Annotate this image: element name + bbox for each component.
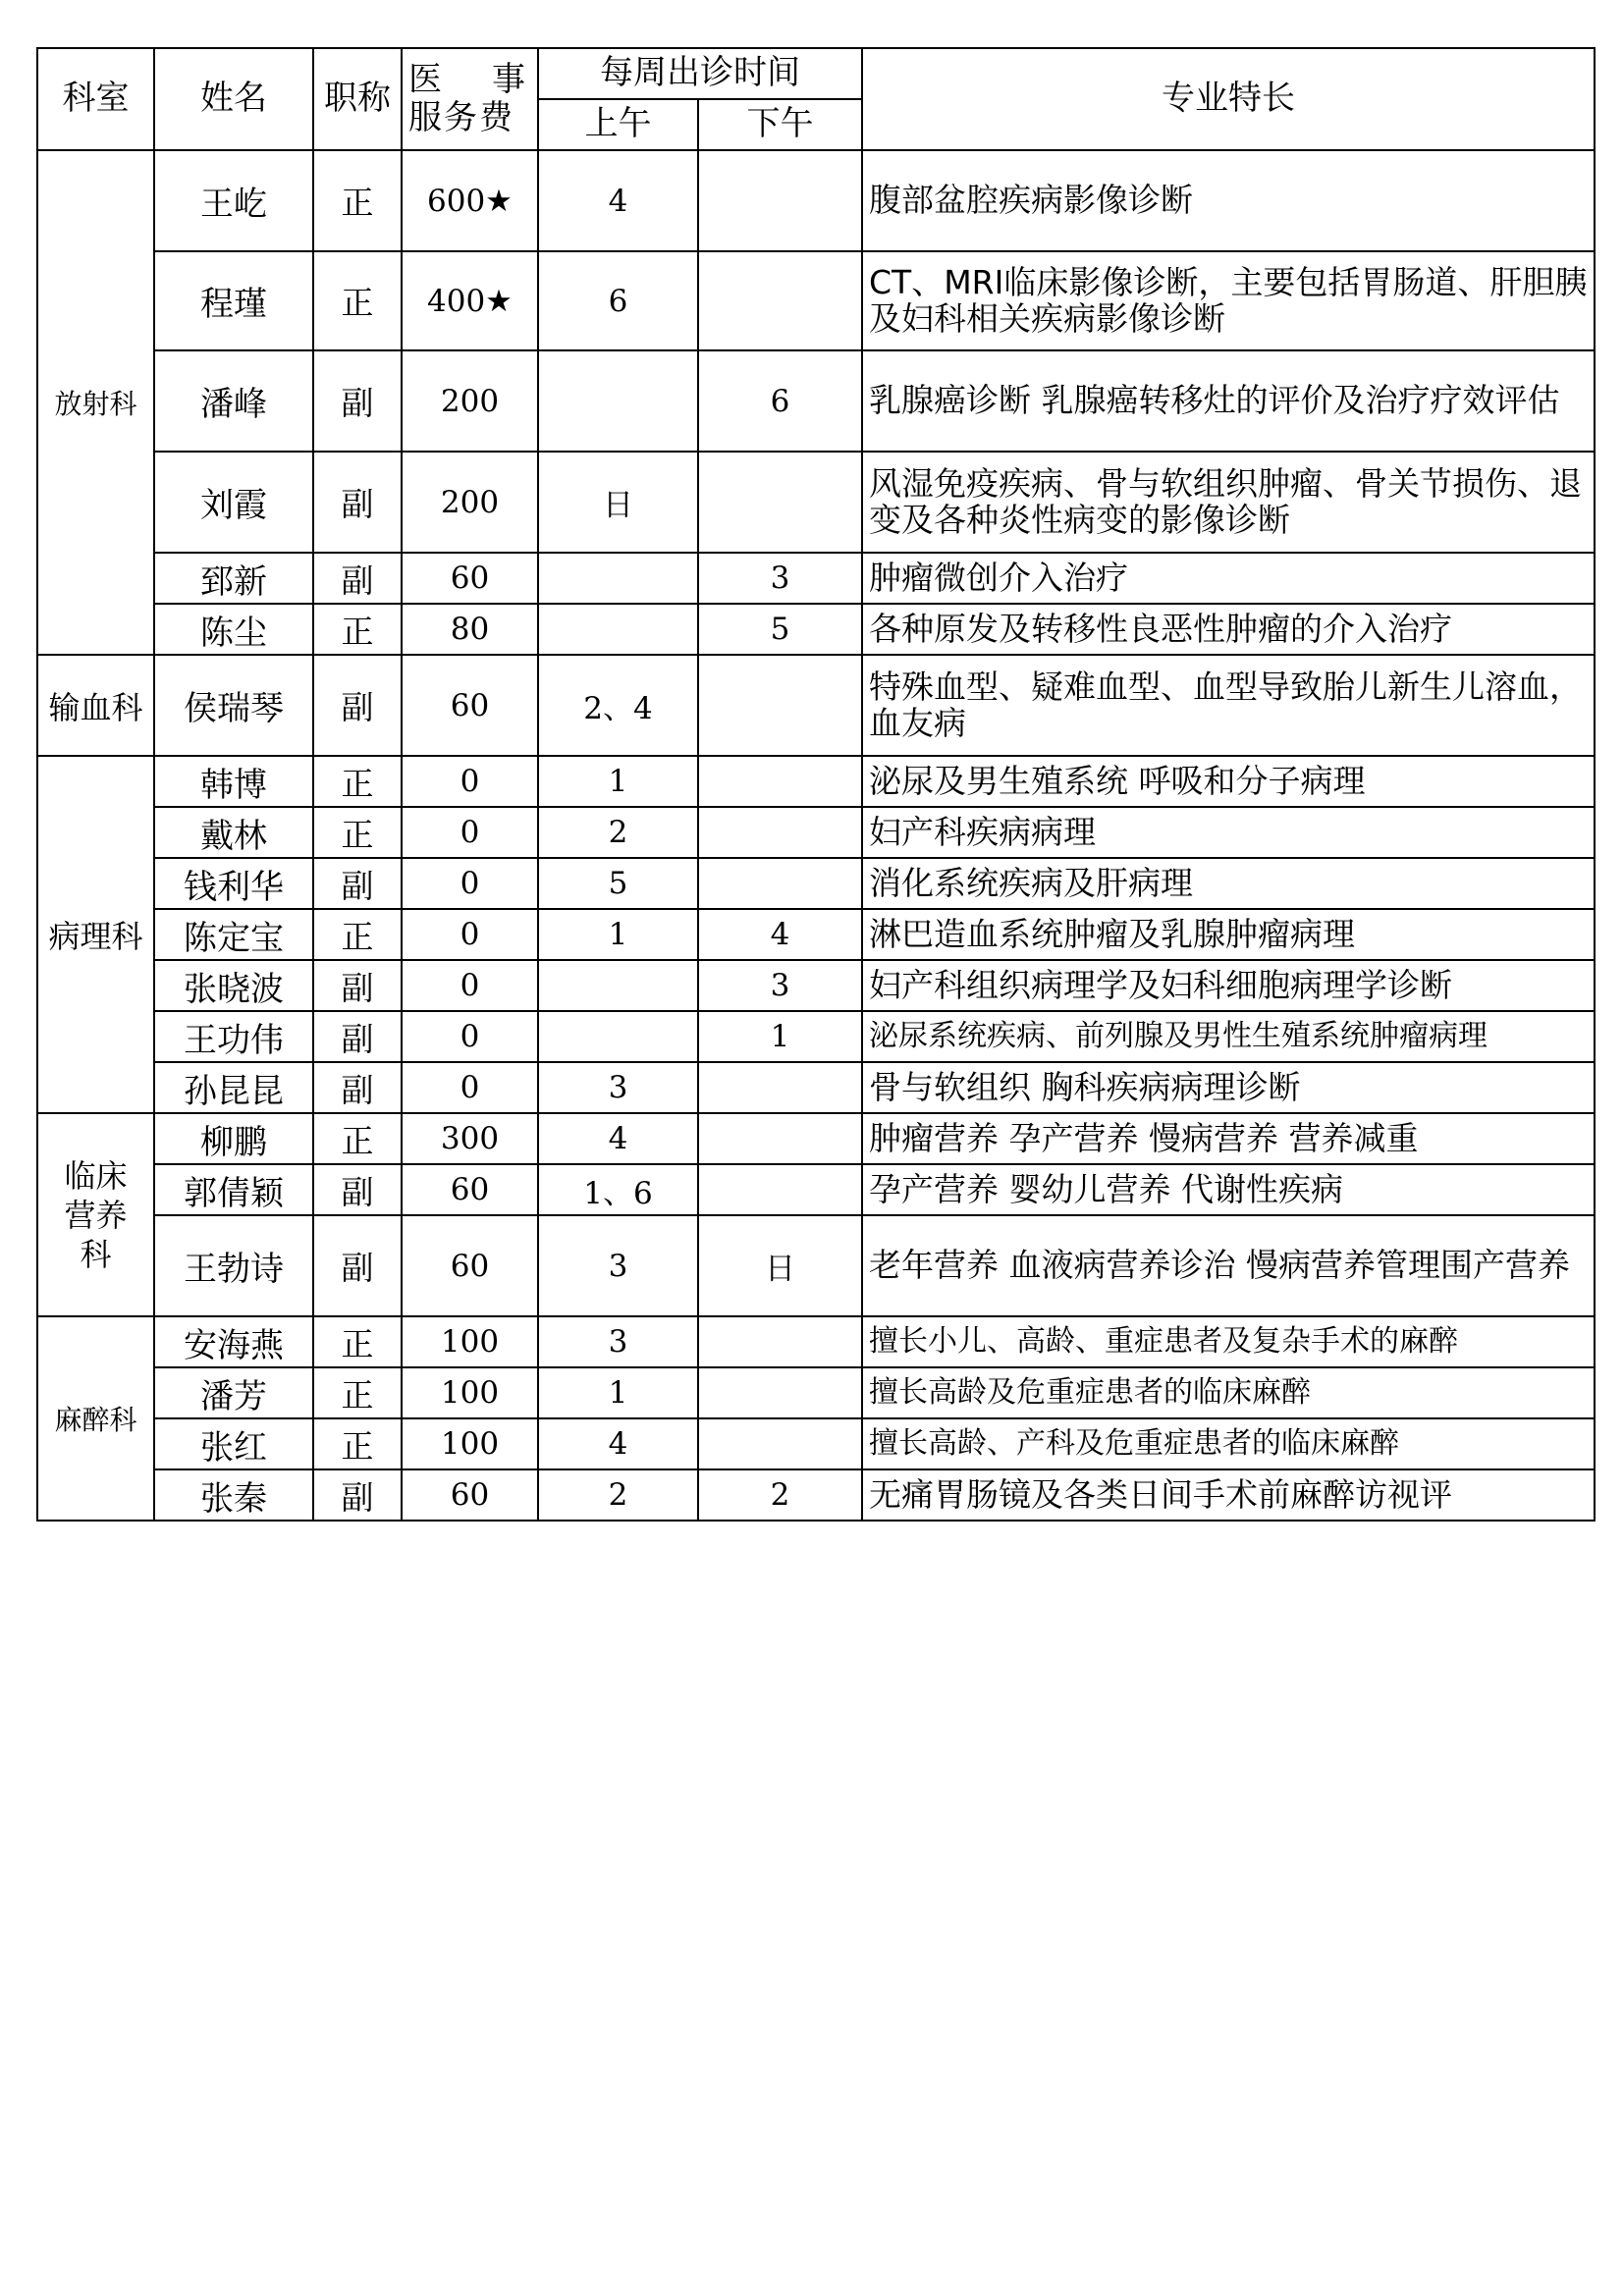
doctor-pm: 1 xyxy=(698,1011,862,1062)
doctor-am: 3 xyxy=(538,1215,698,1316)
doctor-title: 正 xyxy=(313,909,402,960)
table-row xyxy=(37,858,1595,909)
table-row xyxy=(37,1113,1595,1164)
header-pm: 下午 xyxy=(698,99,862,150)
doctor-am: 4 xyxy=(538,1418,698,1469)
doctor-am: 3 xyxy=(538,1316,698,1367)
doctor-pm xyxy=(698,756,862,807)
table-row xyxy=(37,909,1595,960)
dept-cell xyxy=(37,1113,154,1316)
table-row xyxy=(37,350,1595,452)
doctor-pm xyxy=(698,655,862,756)
doctor-specialty: 擅长高龄及危重症患者的临床麻醉 xyxy=(862,1367,1595,1418)
doctor-fee: 60 xyxy=(402,1164,538,1215)
doctor-name: 张秦 xyxy=(154,1469,313,1521)
doctor-title: 正 xyxy=(313,1316,402,1367)
doctor-specialty: 乳腺癌诊断 乳腺癌转移灶的评价及治疗疗效评估 xyxy=(862,350,1595,452)
doctor-fee: 60 xyxy=(402,1469,538,1521)
doctor-pm xyxy=(698,1164,862,1215)
doctor-fee: 400★ xyxy=(402,251,538,350)
doctor-am: 2、4 xyxy=(538,655,698,756)
doctor-fee: 60 xyxy=(402,553,538,604)
table-row xyxy=(37,1011,1595,1062)
table-row xyxy=(37,1367,1595,1418)
doctor-am xyxy=(538,1011,698,1062)
doctor-am xyxy=(538,604,698,655)
doctor-specialty: 肿瘤营养 孕产营养 慢病营养 营养减重 xyxy=(862,1113,1595,1164)
doctor-specialty: CT、MRI临床影像诊断，主要包括胃肠道、肝胆胰及妇科相关疾病影像诊断 xyxy=(862,251,1595,350)
doctor-pm xyxy=(698,1316,862,1367)
doctor-fee: 100 xyxy=(402,1418,538,1469)
doctor-fee: 0 xyxy=(402,909,538,960)
doctor-am xyxy=(538,960,698,1011)
header-specialty: 专业特长 xyxy=(862,48,1595,150)
table-row xyxy=(37,150,1595,251)
doctor-pm: 4 xyxy=(698,909,862,960)
doctor-specialty: 泌尿及男生殖系统 呼吸和分子病理 xyxy=(862,756,1595,807)
doctor-title: 副 xyxy=(313,858,402,909)
doctor-fee: 0 xyxy=(402,858,538,909)
doctor-pm xyxy=(698,807,862,858)
doctor-name: 张晓波 xyxy=(154,960,313,1011)
doctor-pm xyxy=(698,858,862,909)
doctor-pm xyxy=(698,1062,862,1113)
doctor-title: 正 xyxy=(313,1418,402,1469)
doctor-am: 1 xyxy=(538,1367,698,1418)
table-row xyxy=(37,553,1595,604)
doctor-fee: 300 xyxy=(402,1113,538,1164)
header-name: 姓名 xyxy=(154,48,313,150)
doctor-schedule-table xyxy=(36,47,1596,1522)
doctor-am: 4 xyxy=(538,1113,698,1164)
doctor-title: 副 xyxy=(313,655,402,756)
doctor-name: 陈尘 xyxy=(154,604,313,655)
header-fee-line2: 服务费 xyxy=(408,98,514,137)
header-am: 上午 xyxy=(538,99,698,150)
doctor-pm xyxy=(698,1367,862,1418)
table-row xyxy=(37,1469,1595,1521)
dept-cell: 放射科 xyxy=(37,150,154,655)
doctor-fee: 200 xyxy=(402,350,538,452)
doctor-specialty: 消化系统疾病及肝病理 xyxy=(862,858,1595,909)
doctor-title: 副 xyxy=(313,960,402,1011)
doctor-am: 日 xyxy=(538,452,698,553)
doctor-name: 安海燕 xyxy=(154,1316,313,1367)
header-dept: 科室 xyxy=(37,48,154,150)
doctor-title: 正 xyxy=(313,1113,402,1164)
doctor-am: 6 xyxy=(538,251,698,350)
doctor-title: 副 xyxy=(313,1469,402,1521)
table-row xyxy=(37,251,1595,350)
table-row xyxy=(37,1418,1595,1469)
doctor-pm xyxy=(698,251,862,350)
dept-cell: 病理科 xyxy=(37,756,154,1113)
doctor-am: 1 xyxy=(538,756,698,807)
doctor-fee: 0 xyxy=(402,1062,538,1113)
doctor-fee: 80 xyxy=(402,604,538,655)
header-fee-line1b: 事 xyxy=(492,59,527,99)
doctor-pm xyxy=(698,1113,862,1164)
doctor-pm xyxy=(698,150,862,251)
doctor-specialty: 骨与软组织 胸科疾病病理诊断 xyxy=(862,1062,1595,1113)
doctor-fee: 0 xyxy=(402,960,538,1011)
doctor-title: 正 xyxy=(313,150,402,251)
doctor-name: 柳鹏 xyxy=(154,1113,313,1164)
doctor-title: 副 xyxy=(313,1215,402,1316)
table-row xyxy=(37,1215,1595,1316)
doctor-name: 王屹 xyxy=(154,150,313,251)
doctor-name: 潘峰 xyxy=(154,350,313,452)
header-weekly: 每周出诊时间 xyxy=(538,48,862,99)
doctor-title: 正 xyxy=(313,251,402,350)
doctor-specialty: 孕产营养 婴幼儿营养 代谢性疾病 xyxy=(862,1164,1595,1215)
table-row xyxy=(37,756,1595,807)
doctor-specialty: 各种原发及转移性良恶性肿瘤的介入治疗 xyxy=(862,604,1595,655)
doctor-am xyxy=(538,553,698,604)
table-row xyxy=(37,655,1595,756)
doctor-pm xyxy=(698,1418,862,1469)
table-row xyxy=(37,452,1595,553)
doctor-fee: 600★ xyxy=(402,150,538,251)
doctor-fee: 200 xyxy=(402,452,538,553)
doctor-specialty: 泌尿系统疾病、前列腺及男性生殖系统肿瘤病理 xyxy=(862,1011,1595,1062)
doctor-am: 4 xyxy=(538,150,698,251)
doctor-name: 潘芳 xyxy=(154,1367,313,1418)
doctor-name: 王功伟 xyxy=(154,1011,313,1062)
doctor-name: 王勃诗 xyxy=(154,1215,313,1316)
doctor-specialty: 老年营养 血液病营养诊治 慢病营养管理围产营养 xyxy=(862,1215,1595,1316)
doctor-title: 副 xyxy=(313,1062,402,1113)
doctor-am: 1、6 xyxy=(538,1164,698,1215)
table-row xyxy=(37,1316,1595,1367)
dept-cell: 输血科 xyxy=(37,655,154,756)
doctor-title: 副 xyxy=(313,350,402,452)
dept-cell: 麻醉科 xyxy=(37,1316,154,1521)
doctor-specialty: 淋巴造血系统肿瘤及乳腺肿瘤病理 xyxy=(862,909,1595,960)
doctor-pm: 2 xyxy=(698,1469,862,1521)
doctor-specialty: 腹部盆腔疾病影像诊断 xyxy=(862,150,1595,251)
doctor-name: 侯瑞琴 xyxy=(154,655,313,756)
doctor-fee: 0 xyxy=(402,756,538,807)
doctor-name: 戴林 xyxy=(154,807,313,858)
doctor-specialty: 肿瘤微创介入治疗 xyxy=(862,553,1595,604)
doctor-title: 副 xyxy=(313,452,402,553)
doctor-specialty: 擅长高龄、产科及危重症患者的临床麻醉 xyxy=(862,1418,1595,1469)
doctor-name: 郅新 xyxy=(154,553,313,604)
doctor-pm: 6 xyxy=(698,350,862,452)
dept-name-line: 营养 xyxy=(64,1196,128,1234)
dept-name-line: 科 xyxy=(80,1235,112,1273)
doctor-title: 正 xyxy=(313,807,402,858)
doctor-specialty: 擅长小儿、高龄、重症患者及复杂手术的麻醉 xyxy=(862,1316,1595,1367)
table-row xyxy=(37,1062,1595,1113)
doctor-am: 3 xyxy=(538,1062,698,1113)
doctor-pm: 3 xyxy=(698,960,862,1011)
doctor-specialty: 风湿免疫疾病、骨与软组织肿瘤、骨关节损伤、退变及各种炎性病变的影像诊断 xyxy=(862,452,1595,553)
doctor-name: 郭倩颖 xyxy=(154,1164,313,1215)
doctor-pm xyxy=(698,452,862,553)
doctor-specialty: 妇产科疾病病理 xyxy=(862,807,1595,858)
doctor-fee: 0 xyxy=(402,807,538,858)
doctor-fee: 60 xyxy=(402,655,538,756)
header-title: 职称 xyxy=(313,48,402,150)
doctor-fee: 60 xyxy=(402,1215,538,1316)
doctor-fee: 0 xyxy=(402,1011,538,1062)
doctor-name: 钱利华 xyxy=(154,858,313,909)
table-row xyxy=(37,807,1595,858)
doctor-am: 5 xyxy=(538,858,698,909)
doctor-am: 2 xyxy=(538,807,698,858)
doctor-fee: 100 xyxy=(402,1316,538,1367)
doctor-title: 正 xyxy=(313,604,402,655)
doctor-title: 正 xyxy=(313,756,402,807)
header-fee xyxy=(402,48,538,150)
dept-name-line: 临床 xyxy=(64,1156,128,1195)
doctor-title: 副 xyxy=(313,1164,402,1215)
doctor-specialty: 无痛胃肠镜及各类日间手术前麻醉访视评 xyxy=(862,1469,1595,1521)
doctor-am: 2 xyxy=(538,1469,698,1521)
table-row xyxy=(37,1164,1595,1215)
doctor-name: 陈定宝 xyxy=(154,909,313,960)
doctor-title: 副 xyxy=(313,1011,402,1062)
doctor-pm: 3 xyxy=(698,553,862,604)
doctor-name: 程瑾 xyxy=(154,251,313,350)
doctor-title: 正 xyxy=(313,1367,402,1418)
header-fee-line1a: 医 xyxy=(408,59,444,99)
doctor-name: 张红 xyxy=(154,1418,313,1469)
doctor-specialty: 妇产科组织病理学及妇科细胞病理学诊断 xyxy=(862,960,1595,1011)
doctor-am xyxy=(538,350,698,452)
doctor-pm: 日 xyxy=(698,1215,862,1316)
doctor-specialty: 特殊血型、疑难血型、血型导致胎儿新生儿溶血，血友病 xyxy=(862,655,1595,756)
doctor-title: 副 xyxy=(313,553,402,604)
doctor-am: 1 xyxy=(538,909,698,960)
doctor-name: 刘霞 xyxy=(154,452,313,553)
doctor-fee: 100 xyxy=(402,1367,538,1418)
table-row xyxy=(37,960,1595,1011)
table-row xyxy=(37,604,1595,655)
doctor-name: 孙昆昆 xyxy=(154,1062,313,1113)
doctor-name: 韩博 xyxy=(154,756,313,807)
doctor-pm: 5 xyxy=(698,604,862,655)
